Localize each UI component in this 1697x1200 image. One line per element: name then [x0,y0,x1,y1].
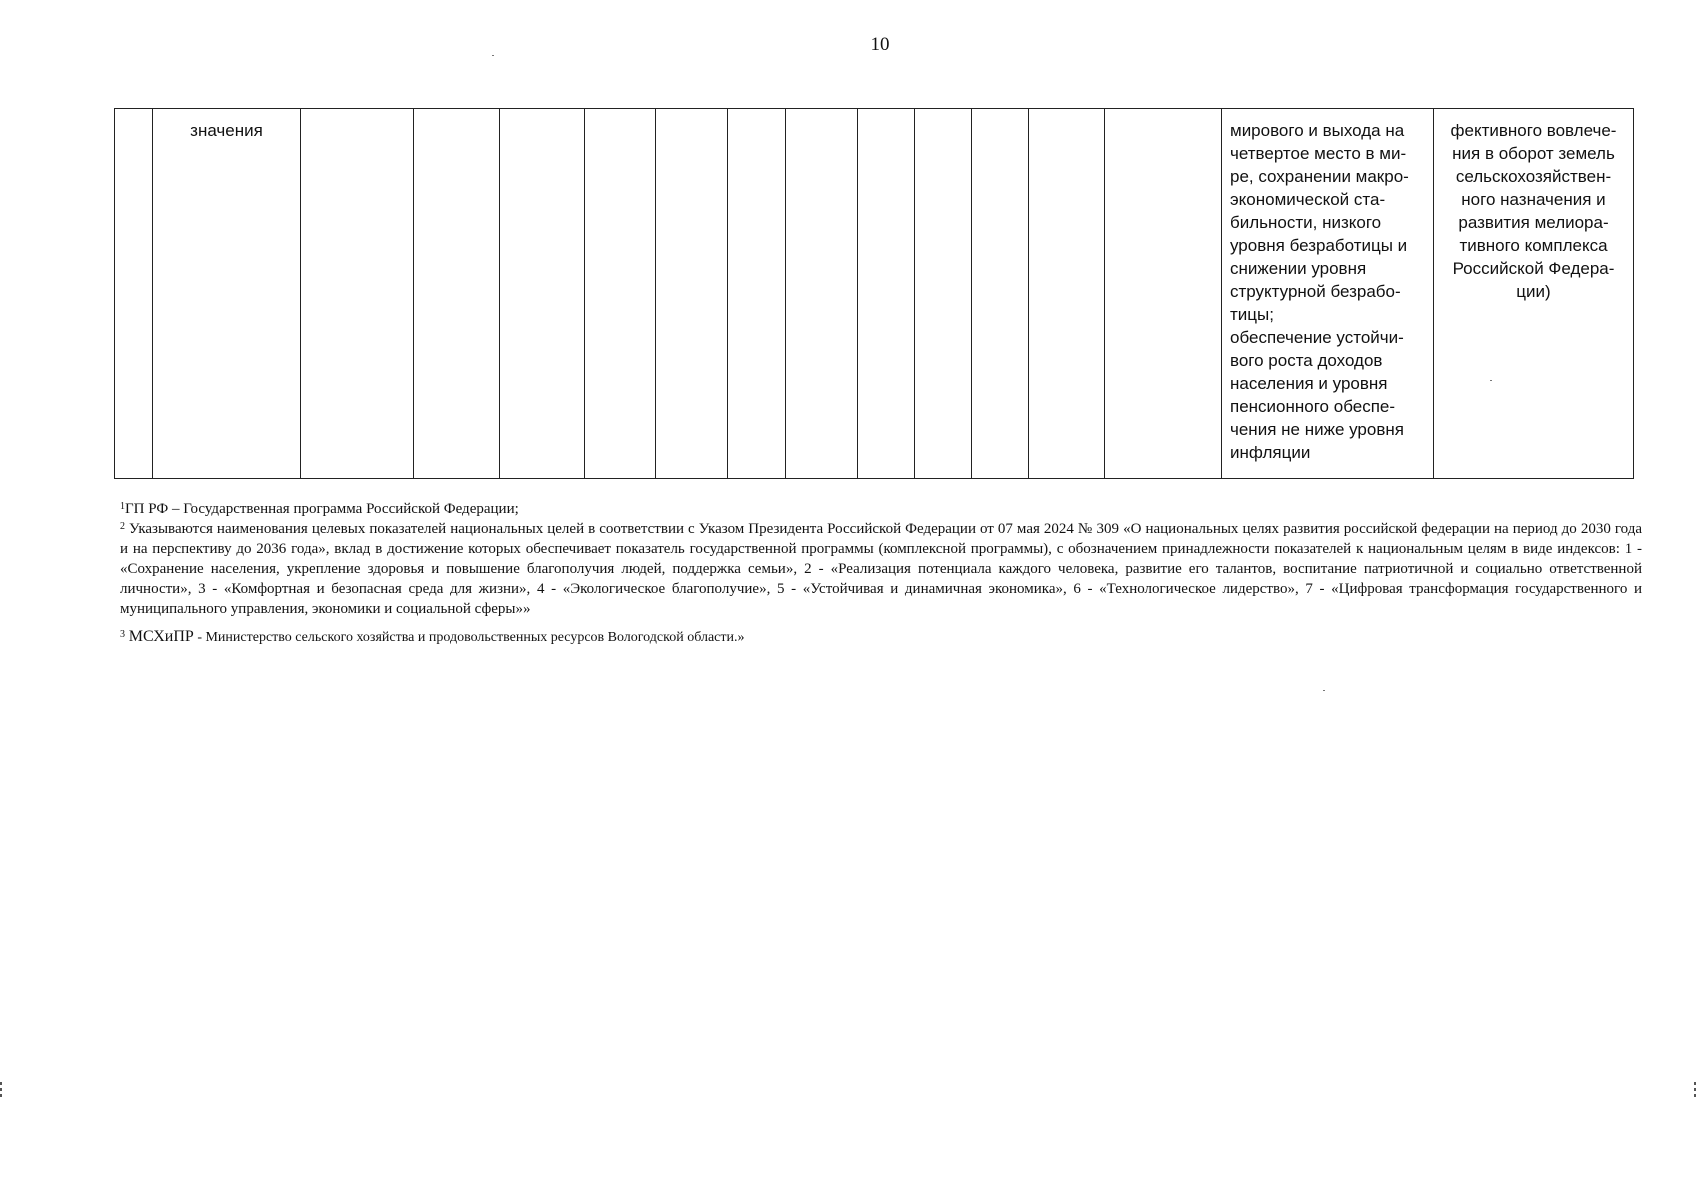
table-cell-empty [1029,109,1105,479]
footnote-text: Указываются наименования целевых показателей национальных целей в соответствии с Указом Президента Российской Федерации от 07 мая 2024 № 309 «О национальных целях развития российской федерации на период до 2030 года и на перспективу до 2036 года», вклад в достижение которых обеспечивает показатель государственной программы (комплексной программы), с обозначением принадлежности показателей к национальным целям в виде индексов: 1 - «Сохранение населения, укрепление здоровья и повышение благополучия людей, поддержка семьи», 2 - «Реализация потенциала каждого человека, развитие его талантов, воспитание патриотичной и социально ответственной личности», 3 - «Комфортная и безопасная среда для жизни», 4 - «Экологическое благополучие», 5 - «Устойчивая и динамичная экономика», 6 - «Технологическое лидерство», 7 - «Цифровая трансформация государственного и муниципального управления, экономики и социальной сферы»» [120,521,1642,617]
table-cell-empty [858,109,915,479]
values-label: значения [190,121,263,140]
table-cell-empty [414,109,500,479]
table-cell-national-goals [1222,109,1434,479]
footnotes [120,499,1642,648]
program-text-line: ции) [1516,282,1551,301]
footnote-abbreviation: МСХиПР [128,628,194,645]
scan-speck [492,55,494,56]
goal-text-line: чения не ниже уровня [1230,420,1404,439]
table-cell-empty [972,109,1029,479]
goal-text-line: мирового и выхода на [1230,121,1405,140]
goal-text-line: тицы; [1230,305,1274,324]
scan-edge-mark [0,1094,2,1097]
scan-edge-mark [1694,1094,1696,1097]
goal-text-line: экономической ста- [1230,190,1386,209]
goal-text-line: ре, сохранении макро- [1230,167,1409,186]
table-row [115,109,1634,479]
goal-text-line: вого роста доходов [1230,351,1383,370]
footnote-1 [120,499,1642,519]
footnote-2 [120,519,1642,619]
table-cell-empty [500,109,585,479]
program-text-line: сельскохозяйствен- [1455,167,1612,186]
footnote-marker: 2 [120,521,125,532]
footnote-marker: 1 [120,501,125,512]
scan-edge-mark [1694,1082,1696,1085]
table-cell-number [115,109,153,479]
indicators-table [114,108,1634,479]
page-number: 10 [870,34,890,55]
scan-edge-mark [0,1082,2,1085]
scan-speck [1323,690,1325,691]
goal-text-line: обеспечение устойчи- [1230,328,1404,347]
program-text-line: Российской Федера- [1452,259,1615,278]
goal-text-line: структурной безрабо- [1230,282,1401,301]
scan-edge-mark [1694,1088,1696,1091]
table-cell-empty [786,109,858,479]
goal-text-line: снижении уровня [1230,259,1367,278]
goal-text-line: инфляции [1230,443,1311,462]
scan-speck [1490,380,1492,381]
program-text-line: тивного комплекса [1459,236,1608,255]
program-text-line: ного назначения и [1461,190,1606,209]
goal-text-line: населения и уровня [1230,374,1388,393]
table-cell-empty [301,109,414,479]
table-cell-empty [656,109,728,479]
goal-text-line: четвертое место в ми- [1230,144,1407,163]
table-cell-empty [585,109,656,479]
goal-text-line: бильности, низкого [1230,213,1382,232]
table-cell-empty [1105,109,1222,479]
table-cell-state-program [1434,109,1634,479]
footnote-text: - Министерство сельского хозяйства и продовольственных ресурсов Вологодской области.» [193,630,745,645]
footnote-marker: 3 [120,629,125,640]
table-cell-empty [915,109,972,479]
footnote-3 [120,627,1642,648]
table-cell-indicator [153,109,301,479]
goal-text-line: уровня безработицы и [1230,236,1408,255]
footnote-text: ГП РФ – Государственная программа Российской Федерации; [125,501,519,517]
scan-edge-mark [0,1088,2,1091]
table-cell-empty [728,109,786,479]
program-text-line: фективного вовлече- [1450,121,1617,140]
program-text-line: развития мелиора- [1458,213,1609,232]
program-text-line: ния в оборот земель [1452,144,1615,163]
goal-text-line: пенсионного обеспе- [1230,397,1396,416]
